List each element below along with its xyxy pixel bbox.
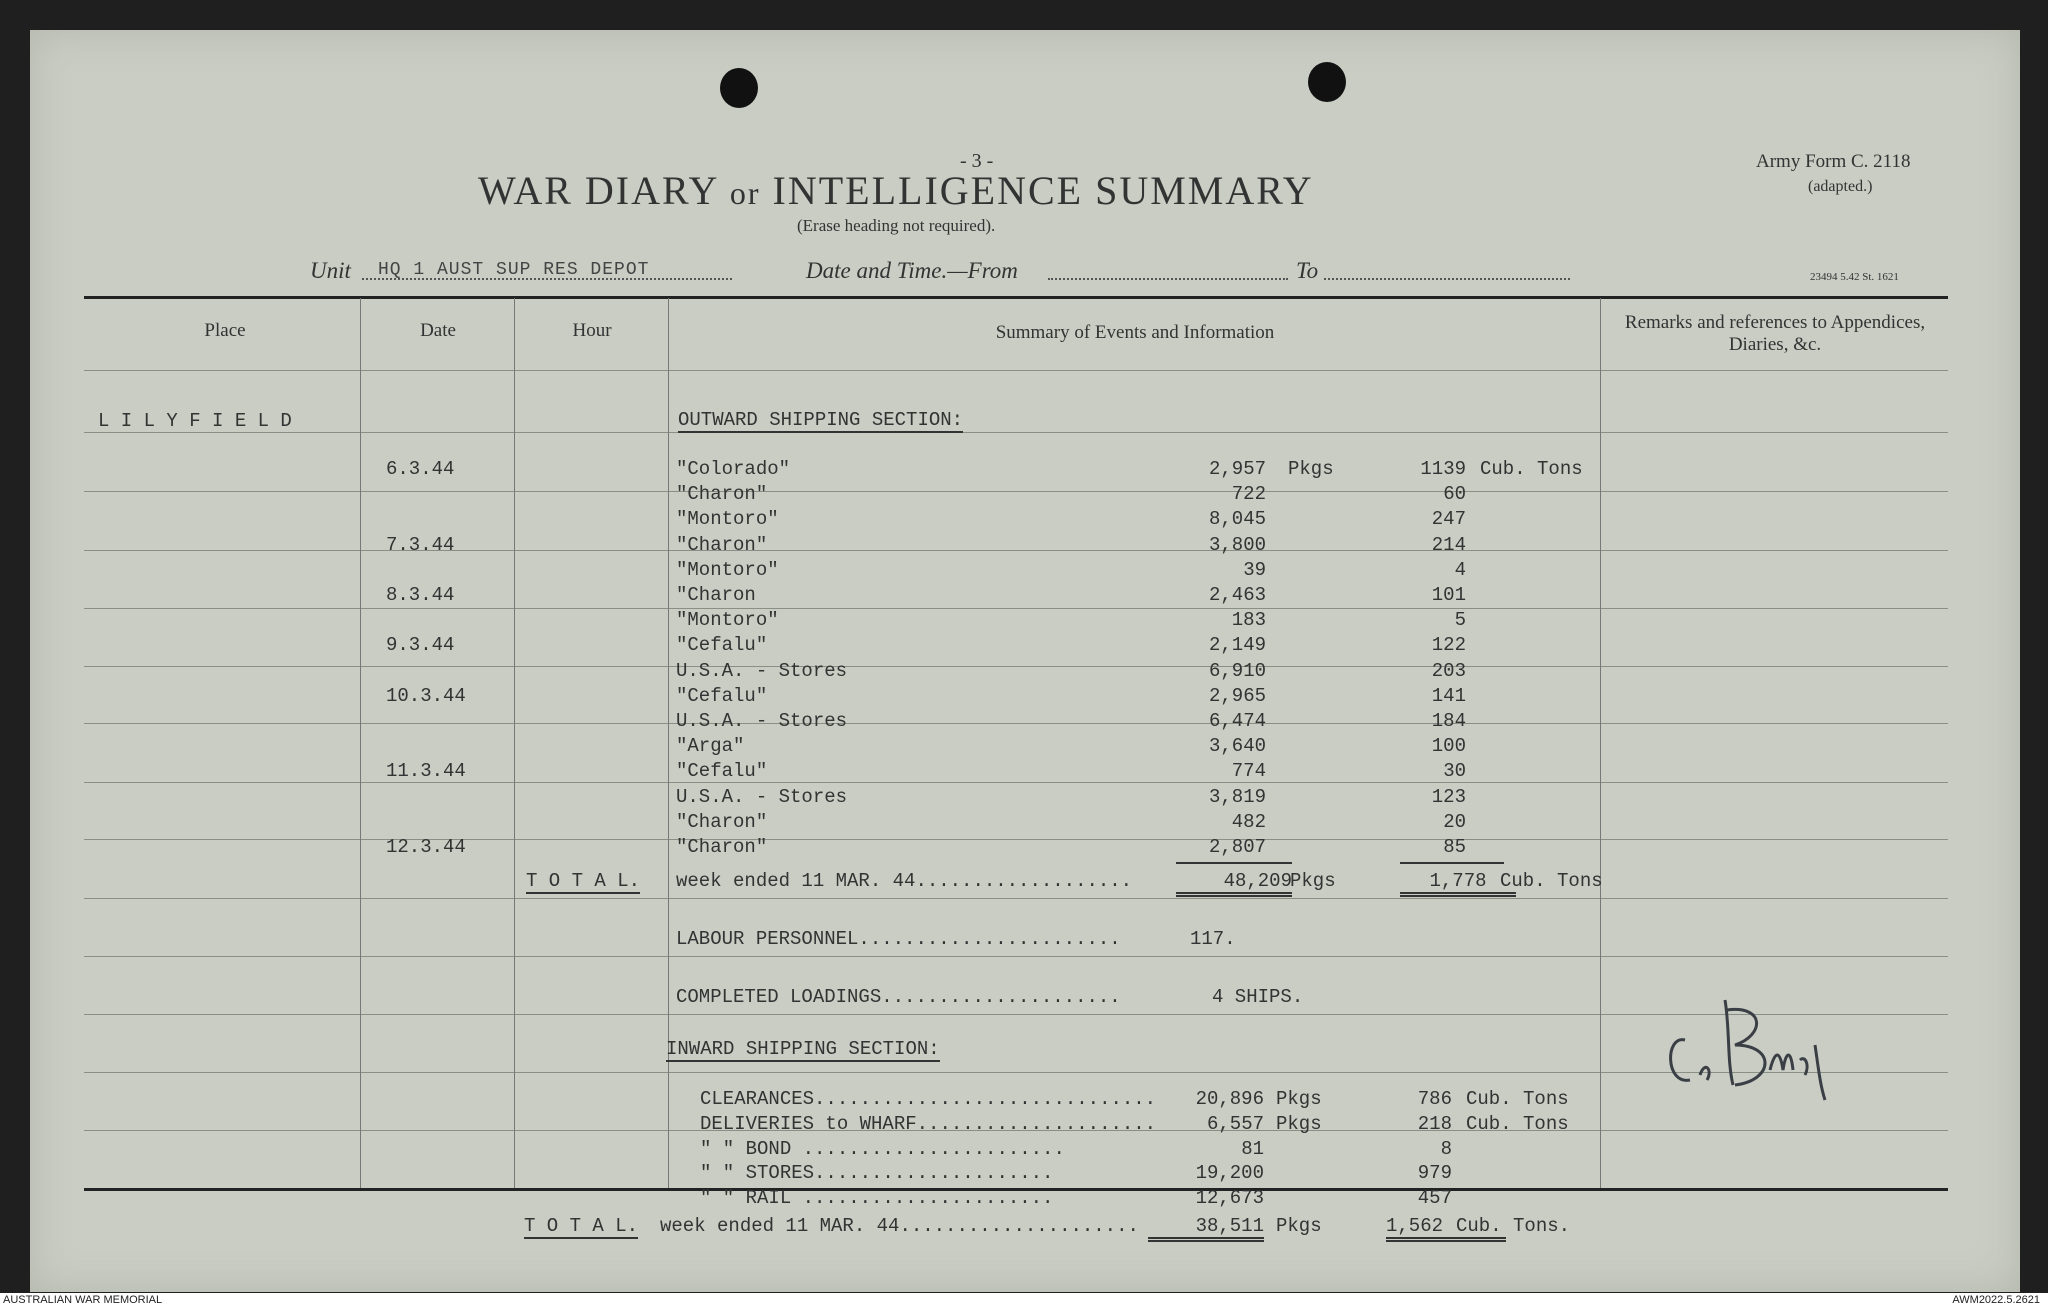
table-top-rule	[84, 296, 1948, 299]
outward-row-item: "Charon"	[676, 836, 768, 858]
unit-label: Unit	[310, 258, 351, 283]
army-form-label: Army Form C. 2118	[1756, 151, 1911, 172]
outward-row-tons: 141	[1431, 684, 1466, 707]
outward-row-item: "Arga"	[676, 735, 745, 758]
punch-hole-right	[1308, 62, 1346, 102]
outward-row-tons: 100	[1431, 735, 1466, 758]
outward-row-item: "Charon	[676, 584, 756, 606]
row-rule	[84, 956, 1948, 957]
outward-row-tons: 85	[1443, 836, 1466, 858]
outward-row-date: 10.3.44	[386, 684, 466, 707]
inward-row-tons: 457	[1417, 1187, 1452, 1210]
inward-row-text: DELIVERIES to WHARF.....................	[700, 1112, 1157, 1135]
outward-row-tons: 203	[1431, 659, 1466, 682]
outward-total-tons: 1,778	[1400, 870, 1516, 897]
outward-row-tons: 4	[1454, 558, 1466, 581]
outward-row-tons: 247	[1431, 508, 1466, 531]
inward-row-pkgs: 20,896	[1195, 1088, 1264, 1110]
inward-row-text: " " STORES.....................	[700, 1162, 1054, 1185]
erase-note: (Erase heading not required).	[797, 216, 996, 235]
col-divider-hour	[514, 298, 515, 1188]
row-rule	[84, 432, 1948, 433]
page-number: - 3 -	[960, 150, 994, 172]
to-dotline	[1324, 278, 1570, 280]
inward-row-pkgs: 81	[1241, 1137, 1264, 1160]
inward-row-tons: 8	[1440, 1137, 1452, 1160]
outward-row-pkgs: 2,149	[1208, 634, 1266, 657]
outward-row-item: "Montoro"	[676, 558, 779, 581]
inward-shipping-heading: INWARD SHIPPING SECTION:	[666, 1038, 940, 1060]
outward-row-item: U.S.A. - Stores	[676, 785, 848, 808]
outward-row-tons: 214	[1431, 533, 1466, 556]
inward-row-pkgs-unit: Pkgs	[1276, 1088, 1322, 1110]
inward-row-pkgs: 12,673	[1195, 1187, 1264, 1210]
outward-row-pkgs: 2,807	[1208, 836, 1266, 858]
outward-row-item: "Charon"	[676, 533, 768, 556]
outward-row-pkgs: 722	[1231, 483, 1266, 506]
outward-row-date: 11.3.44	[386, 760, 466, 783]
outward-row-item: "Montoro"	[676, 609, 779, 632]
column-header-remarks: Remarks and references to Appendices, Diaries, &c.	[1624, 312, 1926, 355]
row-rule	[84, 898, 1948, 899]
title-intelligence-summary: INTELLIGENCE SUMMARY	[772, 168, 1314, 213]
outward-row-item: U.S.A. - Stores	[676, 710, 848, 732]
outward-row-pkgs: 482	[1231, 810, 1266, 833]
outward-row-pkgs: 2,957	[1208, 458, 1266, 480]
outward-row-tons: 30	[1443, 760, 1466, 783]
outward-row-pkgs: 3,819	[1208, 785, 1266, 808]
row-rule	[84, 839, 1948, 840]
column-header-hour: Hour	[572, 320, 612, 341]
inward-row-pkgs-unit: Pkgs	[1276, 1112, 1322, 1135]
row-rule	[84, 782, 1948, 783]
inward-row-tons: 786	[1417, 1088, 1452, 1110]
outward-row-tons: 5	[1454, 609, 1466, 632]
outward-total-pkgs-unit: Pkgs	[1290, 870, 1336, 892]
title-or: or	[729, 175, 761, 211]
inward-row-tons-unit: Cub. Tons	[1466, 1112, 1569, 1135]
outward-pkgs-subtotal-rule	[1176, 862, 1292, 864]
outward-row-date: 6.3.44	[386, 458, 455, 480]
inward-row-text: " " BOND .......................	[700, 1137, 1065, 1160]
inward-row-tons: 979	[1417, 1162, 1452, 1185]
outward-row-tons: 122	[1431, 634, 1466, 657]
place-name: L I L Y F I E L D	[98, 410, 292, 432]
outward-row-pkgs: 39	[1243, 558, 1266, 581]
column-header-date: Date	[420, 320, 456, 341]
inward-row-pkgs: 19,200	[1195, 1162, 1264, 1185]
labour-personnel-value: 117.	[1190, 928, 1236, 950]
outward-row-item: U.S.A. - Stores	[676, 659, 848, 682]
inward-total-text: week ended 11 MAR. 44.....................	[660, 1215, 1139, 1237]
unit-value: HQ 1 AUST SUP RES DEPOT	[378, 260, 650, 280]
adapted-label: (adapted.)	[1808, 178, 1873, 195]
inward-row-tons-unit: Cub. Tons	[1466, 1088, 1569, 1110]
outward-total-text: week ended 11 MAR. 44...................	[676, 870, 1133, 892]
outward-row-date: 8.3.44	[386, 584, 455, 606]
header-rule	[84, 370, 1948, 371]
outward-row-tons: 123	[1431, 785, 1466, 808]
row-rule	[84, 608, 1948, 609]
footer-accession: AWM2022.5.2621	[1952, 1294, 2040, 1306]
outward-row-pkgs: 8,045	[1208, 508, 1266, 531]
outward-tons-subtotal-rule	[1400, 862, 1504, 864]
outward-row-pkgs: 3,800	[1208, 533, 1266, 556]
outward-row-item: "Cefalu"	[676, 760, 768, 783]
column-header-place: Place	[204, 320, 246, 341]
punch-hole-left	[720, 68, 758, 108]
outward-row-pkgs: 774	[1231, 760, 1266, 783]
inward-total-tons: 1,562	[1386, 1215, 1506, 1242]
inward-row-text: CLEARANCES..............................	[700, 1088, 1157, 1110]
inward-total-tons-unit: Cub. Tons.	[1456, 1215, 1571, 1237]
outward-row-pkgs-unit: Pkgs	[1288, 458, 1334, 480]
outward-row-tons-unit: Cub. Tons	[1480, 458, 1583, 480]
outward-row-tons: 60	[1443, 483, 1466, 506]
outward-row-tons: 184	[1431, 710, 1466, 732]
completed-loadings-text: COMPLETED LOADINGS.....................	[676, 986, 1121, 1008]
outward-row-date: 7.3.44	[386, 533, 455, 556]
outward-row-item: "Charon"	[676, 483, 768, 506]
officer-signature	[1655, 990, 1835, 1110]
outward-row-tons: 20	[1443, 810, 1466, 833]
outward-row-pkgs: 2,463	[1208, 584, 1266, 606]
outward-row-item: "Colorado"	[676, 458, 791, 480]
column-header-summary: Summary of Events and Information	[995, 322, 1275, 343]
outward-row-tons: 101	[1431, 584, 1466, 606]
outward-total-tons-unit: Cub. Tons	[1500, 870, 1603, 892]
outward-row-item: "Montoro"	[676, 508, 779, 531]
outward-row-item: "Cefalu"	[676, 684, 768, 707]
col-divider-date	[360, 298, 361, 1188]
inward-row-pkgs: 6,557	[1206, 1112, 1264, 1135]
to-label: To	[1296, 258, 1319, 283]
page-title	[478, 167, 1314, 214]
col-divider-remarks	[1600, 298, 1601, 1188]
title-war-diary: WAR DIARY	[478, 168, 718, 213]
footer-institution: AUSTRALIAN WAR MEMORIAL	[3, 1294, 163, 1306]
from-dotline	[1048, 278, 1288, 280]
inward-total-pkgs: 38,511	[1148, 1215, 1264, 1242]
footer-strip	[0, 1293, 2048, 1307]
row-rule	[84, 491, 1948, 492]
row-rule	[84, 666, 1948, 667]
row-rule	[84, 723, 1948, 724]
outward-total-pkgs: 48,209	[1176, 870, 1292, 897]
outward-row-date: 12.3.44	[386, 836, 466, 858]
outward-row-pkgs: 6,474	[1208, 710, 1266, 732]
inward-total-label: T O T A L.	[524, 1215, 639, 1237]
outward-shipping-heading: OUTWARD SHIPPING SECTION:	[678, 409, 964, 431]
outward-row-pkgs: 183	[1231, 609, 1266, 632]
print-reference: 23494 5.42 St. 1621	[1810, 271, 1899, 283]
outward-row-item: "Charon"	[676, 810, 768, 833]
inward-total-pkgs-unit: Pkgs	[1276, 1215, 1322, 1237]
outward-total-label: T O T A L.	[526, 870, 641, 892]
labour-personnel-text: LABOUR PERSONNEL.......................	[676, 928, 1121, 950]
inward-row-text: " " RAIL ......................	[700, 1187, 1054, 1210]
outward-row-pkgs: 3,640	[1208, 735, 1266, 758]
completed-loadings-value: 4 SHIPS.	[1212, 986, 1304, 1008]
outward-row-date: 9.3.44	[386, 634, 455, 657]
outward-row-tons: 1139	[1420, 458, 1466, 480]
outward-row-pkgs: 6,910	[1208, 659, 1266, 682]
outward-row-pkgs: 2,965	[1208, 684, 1266, 707]
inward-row-tons: 218	[1417, 1112, 1452, 1135]
row-rule	[84, 550, 1948, 551]
outward-row-item: "Cefalu"	[676, 634, 768, 657]
date-time-label: Date and Time.—From	[806, 258, 1018, 283]
